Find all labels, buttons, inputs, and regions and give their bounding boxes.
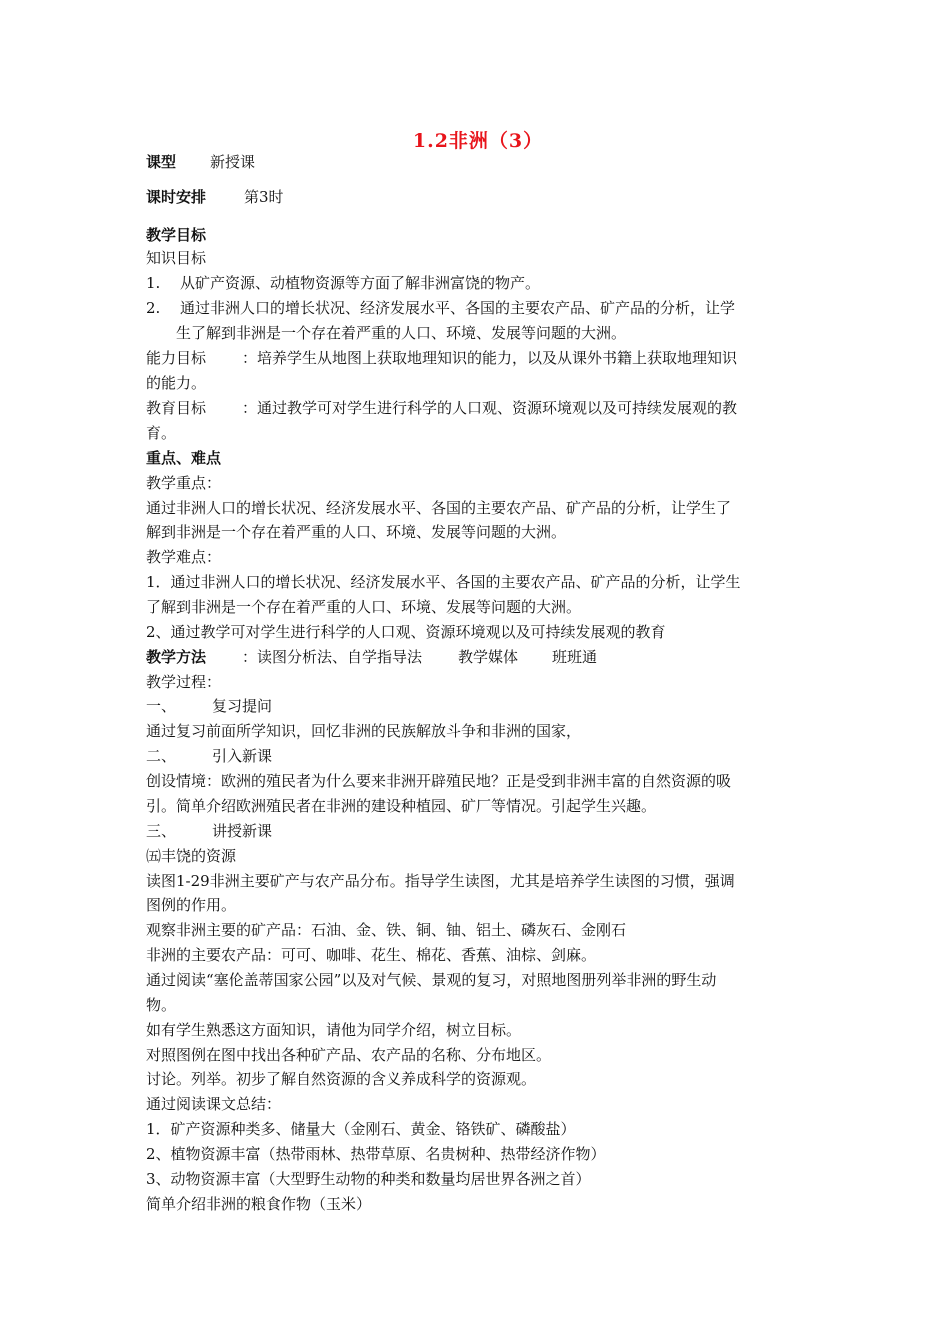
key-point-text-cont: 解到非洲是一个存在着严重的人口、环境、发展等问题的大洲。 — [146, 523, 567, 541]
goals-heading: 教学目标 — [146, 226, 207, 244]
course-type-row — [146, 151, 255, 173]
key-point-text: 通过非洲人口的增长状况、经济发展水平、各国的主要农产品、矿产品的分析，让学生了 — [146, 499, 732, 517]
education-goal: 教育目标 ：通过教学可对学生进行科学的人口观、资源环境观以及可持续发展观的教 — [146, 399, 738, 417]
knowledge-goals-label: 知识目标 — [146, 249, 207, 267]
paragraph-2: 观察非洲主要的矿产品：石油、金、铁、铜、铀、铝土、磷灰石、金刚石 — [146, 921, 627, 939]
section-3-heading: 三、 讲授新课 — [146, 822, 273, 840]
paragraph-4: 通过阅读“塞伦盖蒂国家公园”以及对气候、景观的复习，对照地图册列举非洲的野生动 — [146, 971, 717, 989]
summary-3: 3、动物资源丰富（大型野生动物的种类和数量均居世界各洲之首） — [146, 1170, 591, 1188]
ability-goal-cont: 的能力。 — [146, 374, 207, 392]
section-2-text: 创设情境：欧洲的殖民者为什么要来非洲开辟殖民地？正是受到非洲丰富的自然资源的吸 — [146, 772, 732, 790]
section-1-heading: 一、 复习提问 — [146, 697, 273, 715]
summary-2: 2、植物资源丰富（热带雨林、热带草原、名贵树种、热带经济作物） — [146, 1145, 606, 1163]
key-difficult-heading: 重点、难点 — [146, 449, 222, 467]
section-2-heading: 二、 引入新课 — [146, 747, 273, 765]
knowledge-goal-1: 1. 从矿产资源、动植物资源等方面了解非洲富饶的物产。 — [146, 274, 541, 292]
method-value: ：读图分析法、自学指导法 — [242, 648, 423, 666]
paragraph-1: 读图1-29非洲主要矿产与农产品分布。指导学生读图，尤其是培养学生读图的习惯，强调 — [146, 872, 735, 890]
section-2-text-cont: 引。简单介绍欧洲殖民者在非洲的建设种植园、矿厂等情况。引起学生兴趣。 — [146, 797, 657, 815]
key-point-label: 教学重点： — [146, 474, 222, 492]
education-goal-cont: 育。 — [146, 424, 177, 442]
document-title: 1.2非洲（3） — [412, 130, 544, 152]
paragraph-1-cont: 图例的作用。 — [146, 896, 237, 914]
knowledge-goal-2-cont: 生了解到非洲是一个存在着严重的人口、环境、发展等问题的大洲。 — [176, 324, 627, 342]
method-row — [146, 646, 597, 668]
method-label: 教学方法 — [146, 648, 207, 666]
knowledge-goal-2: 2. 通过非洲人口的增长状况、经济发展水平、各国的主要农产品、矿产品的分析，让学 — [146, 299, 736, 317]
paragraph-7: 讨论。列举。初步了解自然资源的含义养成科学的资源观。 — [146, 1070, 537, 1088]
difficult-point-2: 2、通过教学可对学生进行科学的人口观、资源环境观以及可持续发展观的教育 — [146, 623, 666, 641]
schedule-label: 课时安排 — [146, 188, 207, 206]
section-1-text: 通过复习前面所学知识，回忆非洲的民族解放斗争和非洲的国家， — [146, 722, 582, 740]
difficult-point-1-cont: 了解到非洲是一个存在着严重的人口、环境、发展等问题的大洲。 — [146, 598, 582, 616]
media-label: 教学媒体 — [458, 648, 519, 666]
paragraph-9: 简单介绍非洲的粮食作物（玉米） — [146, 1195, 372, 1213]
summary-1: 1．矿产资源种类多、储量大（金刚石、黄金、铬铁矿、磷酸盐） — [146, 1120, 576, 1138]
ability-goal: 能力目标 ：培养学生从地图上获取地理知识的能力，以及从课外书籍上获取地理知识 — [146, 349, 738, 367]
course-type-value: 新授课 — [210, 153, 256, 171]
subsection-5-heading: ㈤丰饶的资源 — [146, 847, 237, 865]
schedule-value: 第3时 — [244, 188, 284, 206]
process-label: 教学过程： — [146, 673, 222, 691]
paragraph-4-cont: 物。 — [146, 996, 177, 1014]
difficult-point-1: 1．通过非洲人口的增长状况、经济发展水平、各国的主要农产品、矿产品的分析，让学生 — [146, 573, 741, 591]
paragraph-5: 如有学生熟悉这方面知识，请他为同学介绍，树立目标。 — [146, 1021, 522, 1039]
course-type-label: 课型 — [146, 153, 177, 171]
schedule-row — [146, 186, 284, 208]
paragraph-8: 通过阅读课文总结： — [146, 1095, 282, 1113]
paragraph-6: 对照图例在图中找出各种矿产品、农产品的名称、分布地区。 — [146, 1046, 552, 1064]
paragraph-3: 非洲的主要农产品：可可、咖啡、花生、棉花、香蕉、油棕、剑麻。 — [146, 946, 597, 964]
difficult-point-label: 教学难点： — [146, 548, 222, 566]
media-value: 班班通 — [552, 648, 598, 666]
